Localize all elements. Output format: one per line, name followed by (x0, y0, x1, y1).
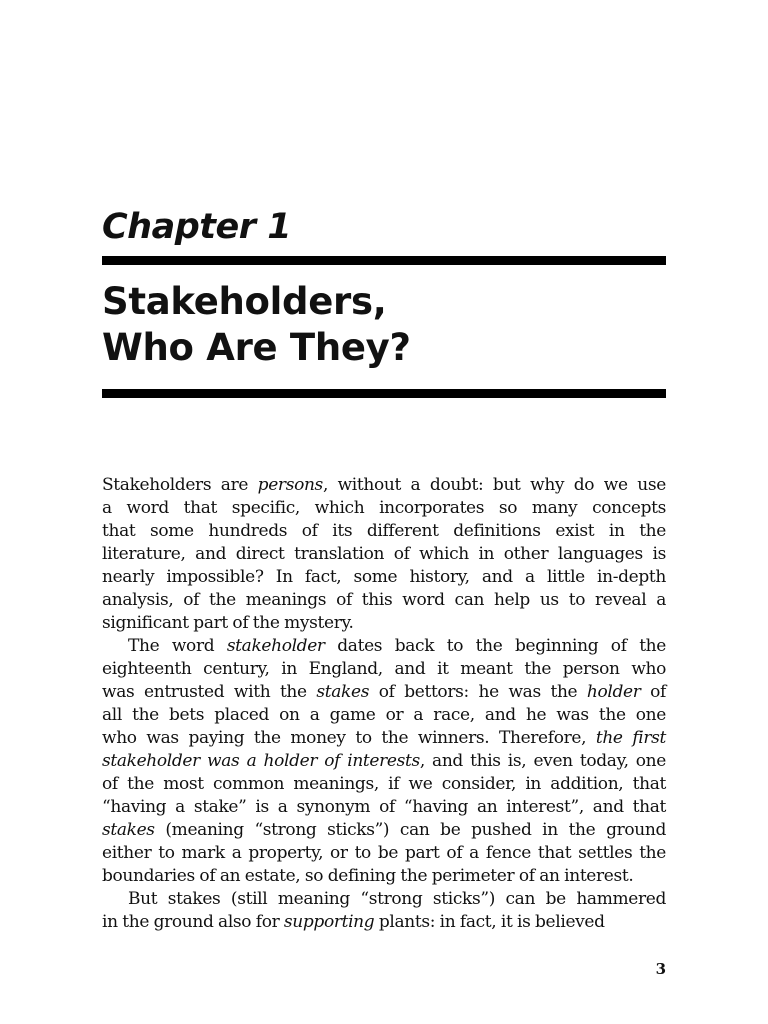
text-run: a word that specific, which incorporates so many concepts (102, 498, 666, 518)
top-rule (102, 256, 666, 265)
italic-text: stakes (102, 820, 155, 840)
body-text (102, 474, 666, 934)
body-line (102, 911, 666, 934)
text-run: literature, and direct translation of which in other languages is (102, 544, 666, 564)
text-run: plants: in fact, it is believed (374, 912, 605, 932)
page-number: 3 (655, 960, 666, 978)
body-line (102, 635, 666, 658)
text-run: But stakes (still meaning “strong sticks”) can be hammered (128, 889, 666, 909)
body-line (102, 612, 666, 635)
text-run: (meaning “strong sticks”) can be pushed in the ground (154, 820, 666, 840)
body-line (102, 865, 666, 888)
text-run: dates back to the beginning of the (324, 636, 666, 656)
text-run: “having a stake” is a synonym of “having an interest”, and that (102, 797, 666, 817)
text-run: , and this is, even today, one (419, 751, 666, 771)
body-line (102, 727, 666, 750)
text-run: all the bets placed on a game or a race, and he was the one (102, 705, 666, 725)
body-line (102, 819, 666, 842)
italic-text: holder (586, 682, 641, 702)
text-run: was entrusted with the (102, 682, 317, 702)
italic-text: stakes (316, 682, 370, 702)
text-run: who was paying the money to the winners. Therefore, (102, 728, 596, 748)
chapter-title-line-2: Who Are They? (102, 326, 411, 369)
body-line (102, 543, 666, 566)
text-run: of (640, 682, 666, 702)
bottom-rule (102, 389, 666, 398)
body-line (102, 566, 666, 589)
italic-text: persons (257, 475, 323, 495)
text-run: Stakeholders are (102, 475, 258, 495)
text-run: nearly impossible? In fact, some history, and a little in-depth (102, 567, 666, 587)
body-line (102, 474, 666, 497)
body-line (102, 589, 666, 612)
text-run: in the ground also for (102, 912, 284, 932)
chapter-title-line-1: Stakeholders, (102, 280, 387, 323)
body-line (102, 520, 666, 543)
body-line (102, 796, 666, 819)
body-line (102, 750, 666, 773)
italic-text: stakeholder (226, 636, 325, 656)
text-run: , without a doubt: but why do we use (322, 475, 666, 495)
text-run: either to mark a property, or to be part of a fence that settles the (102, 843, 666, 863)
body-line (102, 888, 666, 911)
body-line (102, 773, 666, 796)
text-run: of the most common meanings, if we consider, in addition, that (102, 774, 666, 794)
body-line (102, 497, 666, 520)
text-run: The word (128, 636, 227, 656)
text-run: eighteenth century, in England, and it meant the person who (102, 659, 666, 679)
body-line (102, 658, 666, 681)
text-run: of bettors: he was the (369, 682, 587, 702)
italic-text: the first (595, 728, 666, 748)
chapter-label: Chapter 1 (102, 207, 292, 247)
italic-text: stakeholder was a holder of interests (102, 751, 420, 771)
italic-text: supporting (283, 912, 375, 932)
chapter-title (102, 279, 411, 371)
body-line (102, 704, 666, 727)
body-line (102, 842, 666, 865)
text-run: analysis, of the meanings of this word can help us to reveal a (102, 590, 666, 610)
text-run: significant part of the mystery. (102, 613, 354, 633)
text-run: boundaries of an estate, so defining the perimeter of an interest. (102, 866, 634, 886)
body-line (102, 681, 666, 704)
text-run: that some hundreds of its different definitions exist in the (102, 521, 666, 541)
